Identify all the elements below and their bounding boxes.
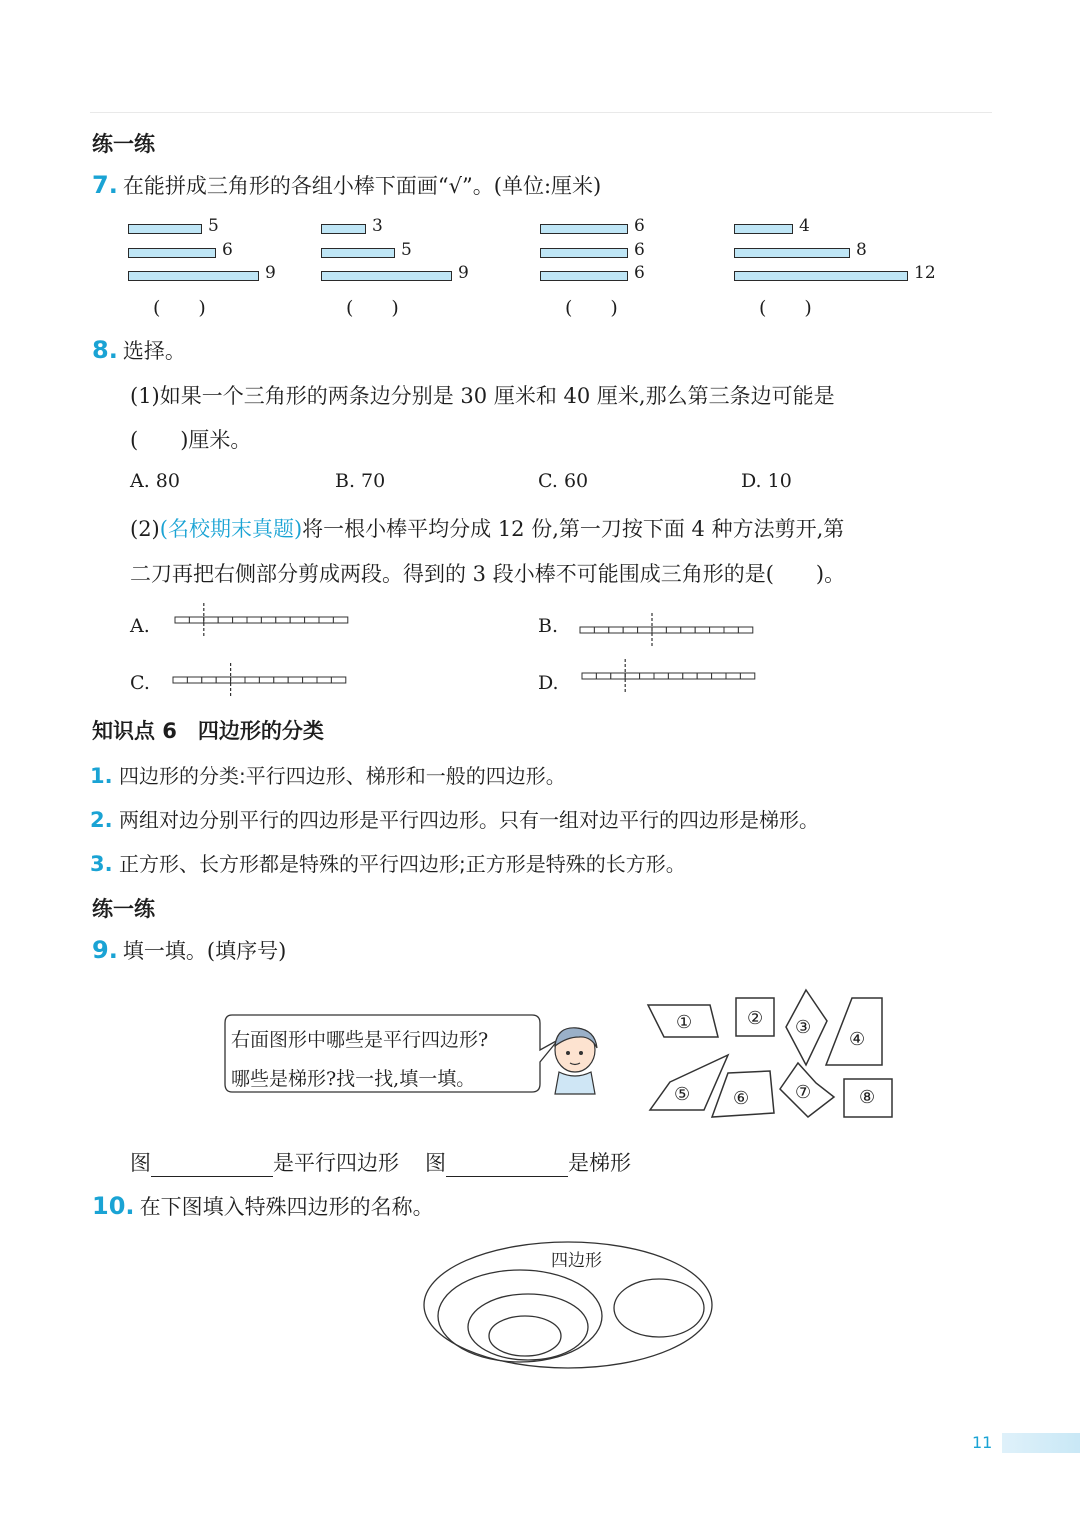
kp6-point-1-num: 1.: [90, 764, 113, 788]
trapezoid-answer-blank[interactable]: [446, 1150, 568, 1177]
q8-option-c: C. 60: [538, 470, 589, 492]
stick-group-1-label-3: 9: [265, 263, 276, 283]
stick-group-4-label-2: 8: [856, 240, 867, 260]
q9-answer-prefix-2: 图: [425, 1151, 446, 1175]
bubble-line-2: 哪些是梯形?找一找,填一填。: [231, 1068, 476, 1090]
question-7-text: 在能拼成三角形的各组小棒下面画“√”。(单位:厘米): [122, 174, 602, 198]
question-8-number: 8.: [92, 336, 118, 364]
question-7-number: 7.: [92, 171, 118, 199]
question-8-text: 选择。: [122, 339, 186, 363]
shape-label-5: ⑤: [674, 1084, 691, 1105]
cartoon-boy-illustration: [545, 1020, 605, 1095]
cut-stick-a: [175, 603, 348, 637]
q8-cut-sticks: [0, 0, 1080, 720]
q8-choice-b-label: B.: [538, 615, 559, 637]
stick-group-3-label-3: 6: [634, 263, 645, 283]
cut-stick-c: [173, 663, 346, 697]
question-9: [92, 935, 286, 965]
stick-group-4-label-3: 12: [914, 263, 936, 283]
question-10-number: 10.: [92, 1192, 135, 1220]
question-9-text: 填一填。(填序号): [122, 939, 287, 963]
q9-answer-line: [130, 1147, 631, 1177]
venn-outer-label: 四边形: [551, 1251, 602, 1271]
q8-sub1-line2: ( )厘米。: [130, 428, 252, 452]
q8-choice-c-label: C.: [130, 672, 150, 694]
shape-label-6: ⑥: [733, 1088, 750, 1109]
practice-heading-2: 练一练: [92, 897, 155, 921]
cut-stick-d: [582, 659, 755, 693]
page-number: 11: [972, 1433, 993, 1452]
cut-stick-b: [580, 613, 753, 647]
shape-label-1: ①: [676, 1012, 693, 1033]
parallelogram-answer-blank[interactable]: [151, 1150, 273, 1177]
kp6-point-3-num: 3.: [90, 852, 113, 876]
q9-answer-prefix-1: 图: [130, 1151, 151, 1175]
kp6-point-2-text: 两组对边分别平行的四边形是平行四边形。只有一组对边平行的四边形是梯形。: [118, 808, 819, 832]
q8-choice-d-label: D.: [538, 672, 559, 694]
stick-group-2-label-3: 9: [458, 263, 469, 283]
practice-heading: 练一练: [92, 132, 155, 156]
q8-sub2-prefix: (2): [130, 517, 160, 541]
stick-group-2-label-1: 3: [372, 216, 383, 236]
knowledge-point-6-title: 知识点 6 四边形的分类: [92, 719, 324, 743]
q8-option-d: D. 10: [741, 470, 792, 492]
stick-group-2-answer-paren[interactable]: ( ): [346, 297, 399, 319]
kp6-point-3: [90, 848, 686, 877]
bubble-line-1: 右面图形中哪些是平行四边形?: [231, 1029, 489, 1051]
stick-group-4-label-1: 4: [799, 216, 810, 236]
shape-label-2: ②: [747, 1008, 764, 1029]
shape-label-3: ③: [795, 1017, 812, 1038]
question-10: [92, 1191, 434, 1221]
question-9-number: 9.: [92, 936, 118, 964]
q9-answer-suffix-2: 是梯形: [568, 1151, 631, 1175]
q8-sub2-tag: (名校期末真题): [159, 517, 303, 541]
stick-group-3-label-2: 6: [634, 240, 645, 260]
q8-option-a: A. 80: [130, 470, 180, 492]
shape-label-8: ⑧: [859, 1087, 876, 1108]
stick-group-3-label-1: 6: [634, 216, 645, 236]
kp6-point-2: [90, 804, 819, 833]
question-10-text: 在下图填入特殊四边形的名称。: [139, 1195, 434, 1219]
q8-choice-a-label: A.: [130, 615, 150, 637]
kp6-point-1: [90, 760, 566, 789]
stick-group-3-answer-paren[interactable]: ( ): [565, 297, 618, 319]
shape-label-7: ⑦: [795, 1082, 812, 1103]
kp6-point-2-num: 2.: [90, 808, 113, 832]
q8-sub2-line1-rest: 将一根小棒平均分成 12 份,第一刀按下面 4 种方法剪开,第: [302, 517, 845, 541]
page-number-decoration: [1002, 1433, 1080, 1453]
stick-group-2-label-2: 5: [401, 240, 412, 260]
kp6-point-1-text: 四边形的分类:平行四边形、梯形和一般的四边形。: [118, 764, 566, 788]
shape-label-4: ④: [849, 1029, 866, 1050]
stick-group-1-answer-paren[interactable]: ( ): [153, 297, 206, 319]
stick-group-4-answer-paren[interactable]: ( ): [759, 297, 812, 319]
q8-sub2-line2: 二刀再把右侧部分剪成两段。得到的 3 段小棒不可能围成三角形的是( )。: [130, 562, 846, 586]
q8-option-b: B. 70: [335, 470, 386, 492]
q9-answer-suffix-1: 是平行四边形: [273, 1151, 399, 1175]
stick-group-1-label-1: 5: [208, 216, 219, 236]
kp6-point-3-text: 正方形、长方形都是特殊的平行四边形;正方形是特殊的长方形。: [118, 852, 686, 876]
q8-sub1-line1: (1)如果一个三角形的两条边分别是 30 厘米和 40 厘米,那么第三条边可能是: [130, 384, 835, 408]
stick-group-1-label-2: 6: [222, 240, 233, 260]
